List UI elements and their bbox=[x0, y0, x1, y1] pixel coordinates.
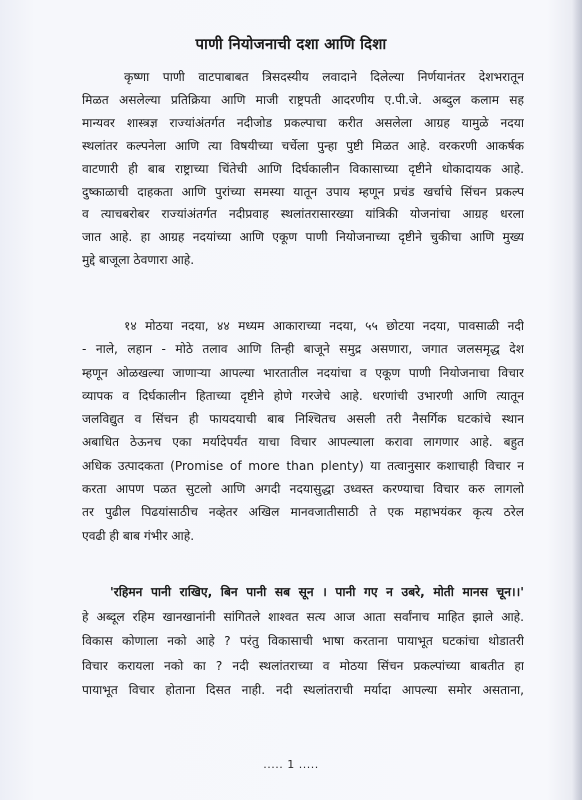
paragraph-line: जलविद्युत व सिंचन ही फायदयाची बाब निश्चितच असली तरी नैसर्गिक घटकांचे स्थान bbox=[82, 412, 524, 427]
paragraph-line: म्हणून ओळखल्या जाणाऱ्या आपल्या भारतातील नदयांचा व एकूण पाणी नियोजनाचा विचार bbox=[82, 365, 524, 380]
paragraph-line: व त्याचबरोबर राज्यांअंतर्गत नदीप्रवाह स्थलांतरासारख्या यांत्रिकी योजनांचा आग्रह धरला bbox=[82, 207, 524, 222]
paragraph-line: विचार करायला नको का ? नदी स्थलांतराच्या व मोठया सिंचन प्रकल्पांच्या बाबतीत हा bbox=[82, 658, 524, 673]
quotation-line: 'रहिमन पानी राखिए, बिन पानी सब सून । पानी गए न उबरे, मोती मानस चून।।' bbox=[110, 585, 524, 599]
paragraph-line: व्यापक व दिर्घकालीन हिताच्या दृष्टीने होणे गरजेचे आहे. धरणांची उभारणी आणि त्यातून bbox=[82, 388, 524, 403]
document-title: पाणी नियोजनाची दशा आणि दिशा bbox=[195, 35, 387, 53]
paragraph-line: मिळत असलेल्या प्रतिक्रिया आणि माजी राष्ट्रपती आदरणीय ए.पी.जे. अब्दुल कलाम सह bbox=[82, 92, 524, 107]
paragraph-line: वाटणारी ही बाब राष्ट्राच्या चिंतेची आणि दिर्घकालीन विकासाच्या दृष्टीने धोकादायक आहे. bbox=[82, 161, 524, 176]
paragraph-line: तर पुढील पिढयांसाठीच नव्हेतर अखिल मानवजातीसाठी ते एक महाभयंकर कृत्य ठरेल bbox=[82, 505, 524, 520]
paragraph-1 bbox=[82, 66, 524, 272]
paragraph-line: करता आपण पळत सुटलो आणि अगदी नदयासुद्धा उध्वस्त करण्याचा विचार करु लागलो bbox=[82, 482, 524, 497]
paragraph-line: मुद्दे बाजूला ठेवणारा आहे. bbox=[82, 253, 195, 268]
paragraph-3 bbox=[82, 580, 524, 703]
paragraph-line: दुष्काळाची दाहकता आणि पुरांच्या समस्या यातून उपाय म्हणून प्रचंड खर्चाचे सिंचन प्रकल्प bbox=[82, 184, 524, 199]
paragraph-line: कृष्णा पाणी वाटपाबाबत त्रिसदस्यीय लवादाने दिलेल्या निर्णयानंतर देशभरातून bbox=[124, 70, 524, 84]
paragraph-line: एवढी ही बाब गंभीर आहे. bbox=[82, 528, 195, 543]
paragraph-line: अधिक उत्पादकता (Promise of more than plenty) या तत्वानुसार कशाचाही विचार न bbox=[82, 458, 524, 473]
paragraph-line: स्थलांतर कल्पनेला आणि त्या विषयीच्या चर्चेला पुन्हा पुष्टी मिळत आहे. वरकरणी आकर्षक bbox=[82, 138, 524, 153]
page-number: ..... 1 ..... bbox=[263, 758, 319, 771]
paragraph-line: १४ मोठया नदया, ४४ मध्यम आकाराच्या नदया, ५५ छोटया नदया, पावसाळी नदी bbox=[124, 319, 524, 333]
page-edge-shadow bbox=[572, 0, 582, 800]
paragraph-line: मान्यवर शास्त्रज्ञ राज्यांअंतर्गत नदीजोड प्रकल्पाचा करीत असलेला आग्रह यामुळे नदया bbox=[82, 115, 524, 130]
paragraph-line: हे अब्दूल रहिम खानखानांनी सांगितले शाश्वत सत्य आज आता सर्वांनाच माहित झाले आहे. bbox=[82, 609, 524, 624]
paragraph-line: - नाले, लहान - मोठे तलाव आणि तिन्ही बाजूने समुद्र असणारा, जगात जलसमृद्ध देश bbox=[82, 342, 524, 357]
paragraph-2 bbox=[82, 315, 524, 548]
paragraph-line: पायाभूत विचार होताना दिसत नाही. नदी स्थलांतराची मर्यादा आपल्या समोर असताना, bbox=[82, 683, 524, 698]
paragraph-line: विकास कोणाला नको आहे ? परंतु विकासाची भाषा करताना पायाभूत घटकांचा थोडातरी bbox=[82, 634, 524, 649]
paragraph-line: जात आहे. हा आग्रह नदयांच्या आणि एकूण पाणी नियोजनाच्या दृष्टीने चुकीचा आणि मुख्य bbox=[82, 230, 524, 245]
paragraph-line: अबाधित ठेऊनच एका मर्यादेपर्यंत याचा विचार आपल्याला करावा लागणार आहे. बहुत bbox=[82, 435, 524, 450]
